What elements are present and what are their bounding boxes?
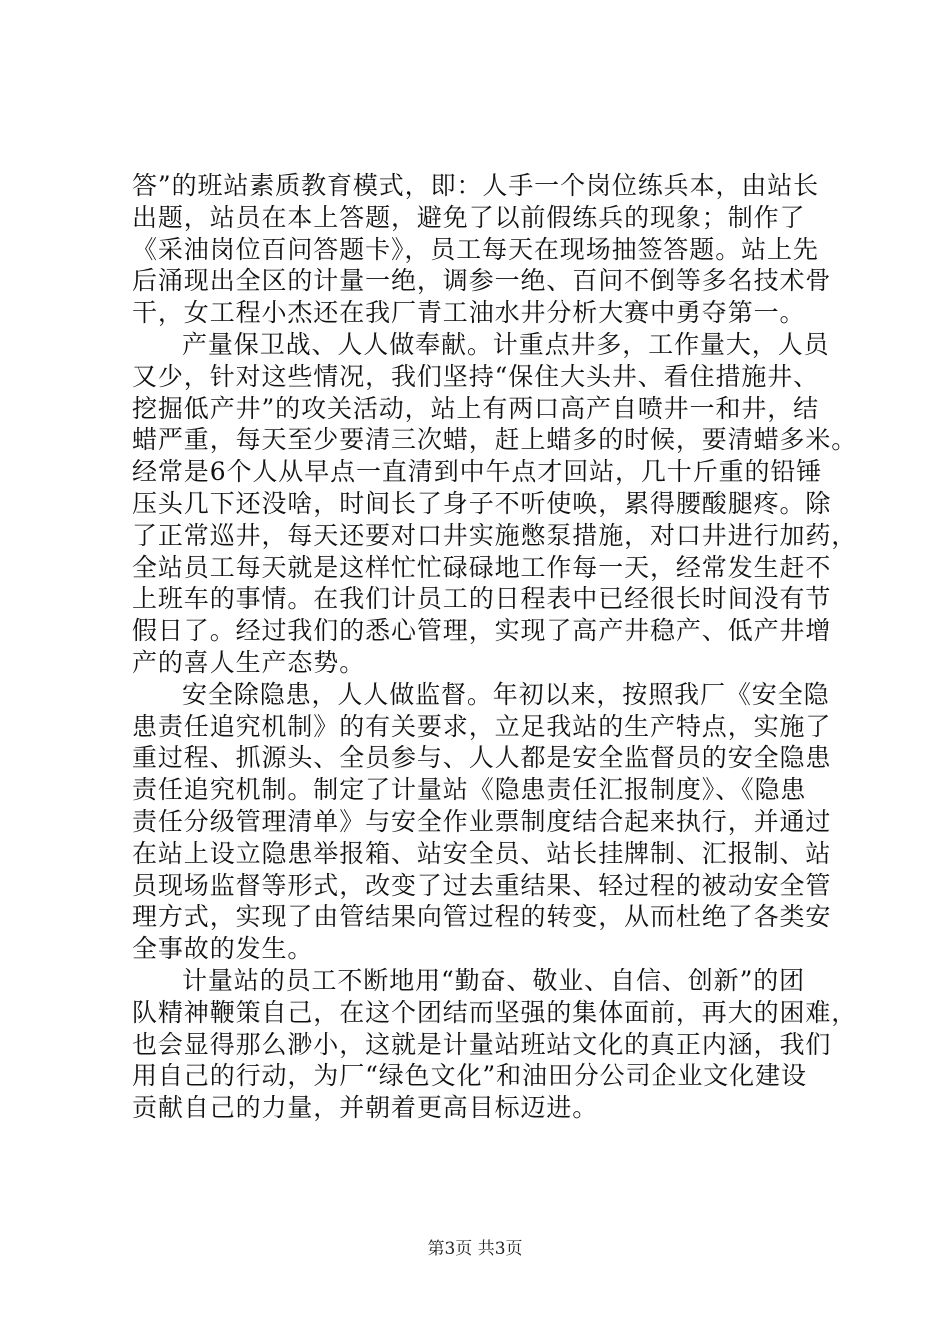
paragraph xyxy=(132,329,858,679)
paragraph xyxy=(132,679,832,965)
text-line: 挖掘低产井”的攻关活动，站上有两口高产自喷井一和井，结 xyxy=(132,393,820,423)
text-line: 责任分级管理清单》与安全作业票制度结合起来执行，并通过 xyxy=(132,806,832,836)
text-line: 了正常巡井，每天还要对口井实施憋泵措施，对口井进行加药， xyxy=(132,520,858,550)
text-line: 出题，站员在本上答题，避免了以前假练兵的现象；制作了 xyxy=(132,202,806,232)
text-line: 《采油岗位百问答题卡》，员工每天在现场抽签答题。站上先 xyxy=(132,234,819,264)
text-line: 假日了。经过我们的悉心管理，实现了高产井稳产、低产井增 xyxy=(132,616,832,646)
text-line: 经常是6个人从早点一直清到中午点才回站，几十斤重的铅锤 xyxy=(132,457,823,487)
text-line: 后涌现出全区的计量一绝，调参一绝、百问不倒等多名技术骨 xyxy=(132,266,832,296)
text-line: 贡献自己的力量，并朝着更高目标迈进。 xyxy=(132,1093,599,1123)
text-line: 安全除隐患，人人做监督。年初以来，按照我厂《安全隐 xyxy=(182,679,830,709)
text-line: 计量站的员工不断地用“勤奋、敬业、自信、创新”的团 xyxy=(182,965,806,995)
page-footer: 第3页 共3页 xyxy=(427,1239,523,1259)
text-line: 在站上设立隐患举报箱、站安全员、站长挂牌制、汇报制、站 xyxy=(132,838,832,868)
text-line: 理方式，实现了由管结果向管过程的转变，从而杜绝了各类安 xyxy=(132,902,832,932)
text-line: 干，女工程小杰还在我厂青工油水井分析大赛中勇夺第一。 xyxy=(132,298,806,328)
text-line: 责任追究机制。制定了计量站《隐患责任汇报制度》、《隐患 xyxy=(132,775,807,805)
paragraph xyxy=(132,170,832,329)
text-line: 全事故的发生。 xyxy=(132,934,314,964)
text-line: 压头几下还没啥，时间长了身子不听使唤，累得腰酸腿疼。除 xyxy=(132,488,832,518)
text-line: 又少，针对这些情况，我们坚持“保住大头井、看住措施井、 xyxy=(132,361,820,391)
text-line: 产量保卫战、人人做奉献。计重点井多，工作量大，人员 xyxy=(182,329,830,359)
paragraph xyxy=(132,965,858,1124)
text-line: 蜡严重，每天至少要清三次蜡，赶上蜡多的时候，要清蜡多米。 xyxy=(132,425,858,455)
text-line: 上班车的事情。在我们计员工的日程表中已经很长时间没有节 xyxy=(132,584,832,614)
text-line: 重过程、抓源头、全员参与、人人都是安全监督员的安全隐患 xyxy=(132,743,832,773)
text-line: 答”的班站素质教育模式，即：人手一个岗位练兵本，由站长 xyxy=(132,171,820,200)
document-body xyxy=(132,170,858,1124)
text-line: 队精神鞭策自己，在这个团结而坚强的集体面前，再大的困难， xyxy=(132,997,858,1027)
text-line: 用自己的行动，为厂“绿色文化”和油田分公司企业文化建设 xyxy=(132,1061,807,1091)
text-line: 全站员工每天就是这样忙忙碌碌地工作每一天，经常发生赶不 xyxy=(132,552,832,582)
text-line: 患责任追究机制》的有关要求，立足我站的生产特点，实施了 xyxy=(132,711,832,741)
text-line: 产的喜人生产态势。 xyxy=(132,647,366,677)
text-line: 也会显得那么渺小，这就是计量站班站文化的真正内涵，我们 xyxy=(132,1029,832,1059)
text-line: 员现场监督等形式，改变了过去重结果、轻过程的被动安全管 xyxy=(132,870,832,900)
